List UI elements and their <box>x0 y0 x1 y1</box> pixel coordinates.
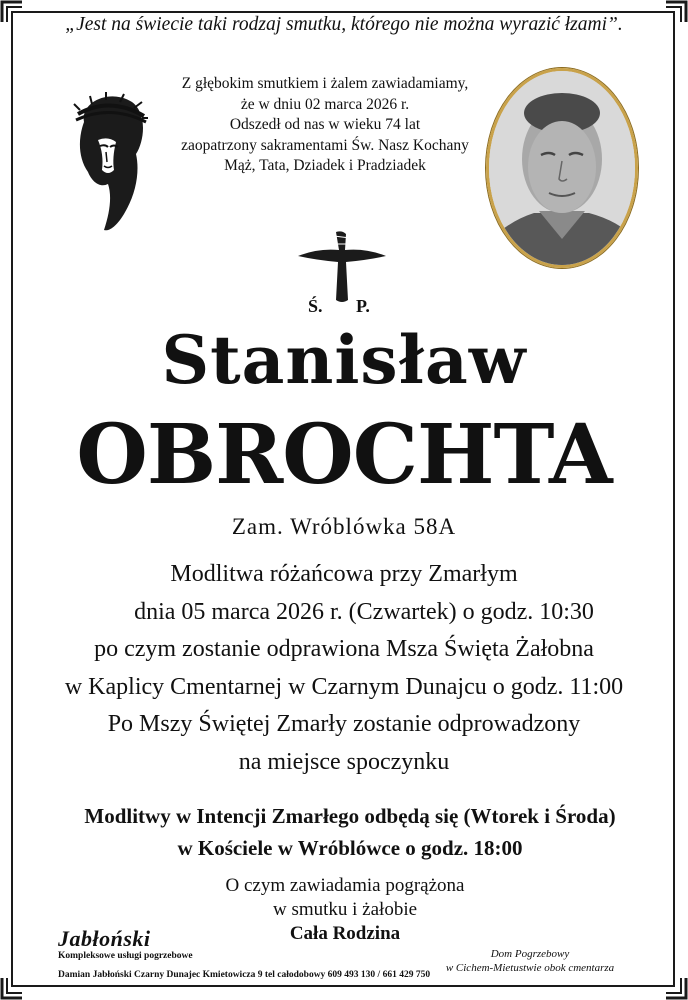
corner-ornament-icon <box>666 0 688 22</box>
christ-crown-of-thorns-icon <box>70 92 148 234</box>
intention-line: w Kościele w Wróblówce o godz. 18:00 <box>177 836 523 860</box>
prayer-intentions <box>0 800 688 864</box>
announcement-line: Z głębokim smutkiem i żalem zawiadamiamy, <box>181 75 469 92</box>
opening-quote: „Jest na świecie taki rodzaj smutku, którego nie można wyrazić łzami”. <box>65 14 623 35</box>
announcement-line: że w dniu 02 marca 2026 r. <box>240 95 410 113</box>
cross-label-left: Ś. <box>308 296 323 316</box>
ceremony-line: po czym zostanie odprawiona Msza Święta Żałobna <box>94 636 594 662</box>
family-line: O czym zawiadamia pogrążona <box>225 875 465 896</box>
family-line: w smutku i żałobie <box>272 899 418 920</box>
ceremony-line: dnia 05 marca 2026 r. (Czwartek) o godz. 10:30 <box>134 598 594 625</box>
announcement-line: Mąż, Tata, Dziadek i Pradziadek <box>224 157 426 174</box>
funeral-home-line: w Cichem-Mietustwie obok cmentarza <box>445 962 615 974</box>
ceremony-line: Modlitwa różańcowa przy Zmarłym <box>170 561 518 587</box>
ceremony-line: Po Mszy Świętej Zmarły zostanie odprowadzony <box>107 711 581 737</box>
ceremony-details <box>0 556 688 781</box>
ceremony-line: na miejsce spoczynku <box>238 748 450 775</box>
corner-ornament-icon <box>0 0 22 22</box>
announcement-line: zaopatrzony sakramentami Św. Nasz Kochany <box>181 136 469 154</box>
deceased-portrait <box>486 68 638 268</box>
company-address: Damian Jabłoński Czarny Dunajec Kmietowicza 9 tel całodobowy 609 493 130 / 661 429 750 <box>58 970 431 980</box>
funeral-home-line: Dom Pogrzebowy <box>490 948 570 960</box>
ceremony-line: w Kaplicy Cmentarnej w Czarnym Dunajcu o godz. 11:00 <box>64 673 624 700</box>
corner-ornament-icon <box>0 978 22 1000</box>
intention-line: Modlitwy w Intencji Zmarłego odbędą się (Wtorek i Środa) <box>84 804 616 828</box>
cross-icon <box>296 230 388 306</box>
announcement-line: Odszedł od nas w wieku 74 lat <box>229 116 421 133</box>
company-description: Kompleksowe usługi pogrzebowe <box>58 951 193 961</box>
funeral-company <box>58 926 431 982</box>
corner-ornament-icon <box>666 978 688 1000</box>
announcement-text <box>160 74 490 177</box>
family-signature: Cała Rodzina <box>289 923 401 944</box>
funeral-home <box>420 947 640 975</box>
surname: OBROCHTA <box>76 407 612 503</box>
first-name: Stanisław <box>161 321 527 399</box>
portrait-photo <box>489 71 635 265</box>
cross-label-right: P. <box>356 296 370 316</box>
residence-address: Zam. Wróblówka 58A <box>231 514 457 539</box>
company-name: Jabłoński <box>58 926 151 951</box>
